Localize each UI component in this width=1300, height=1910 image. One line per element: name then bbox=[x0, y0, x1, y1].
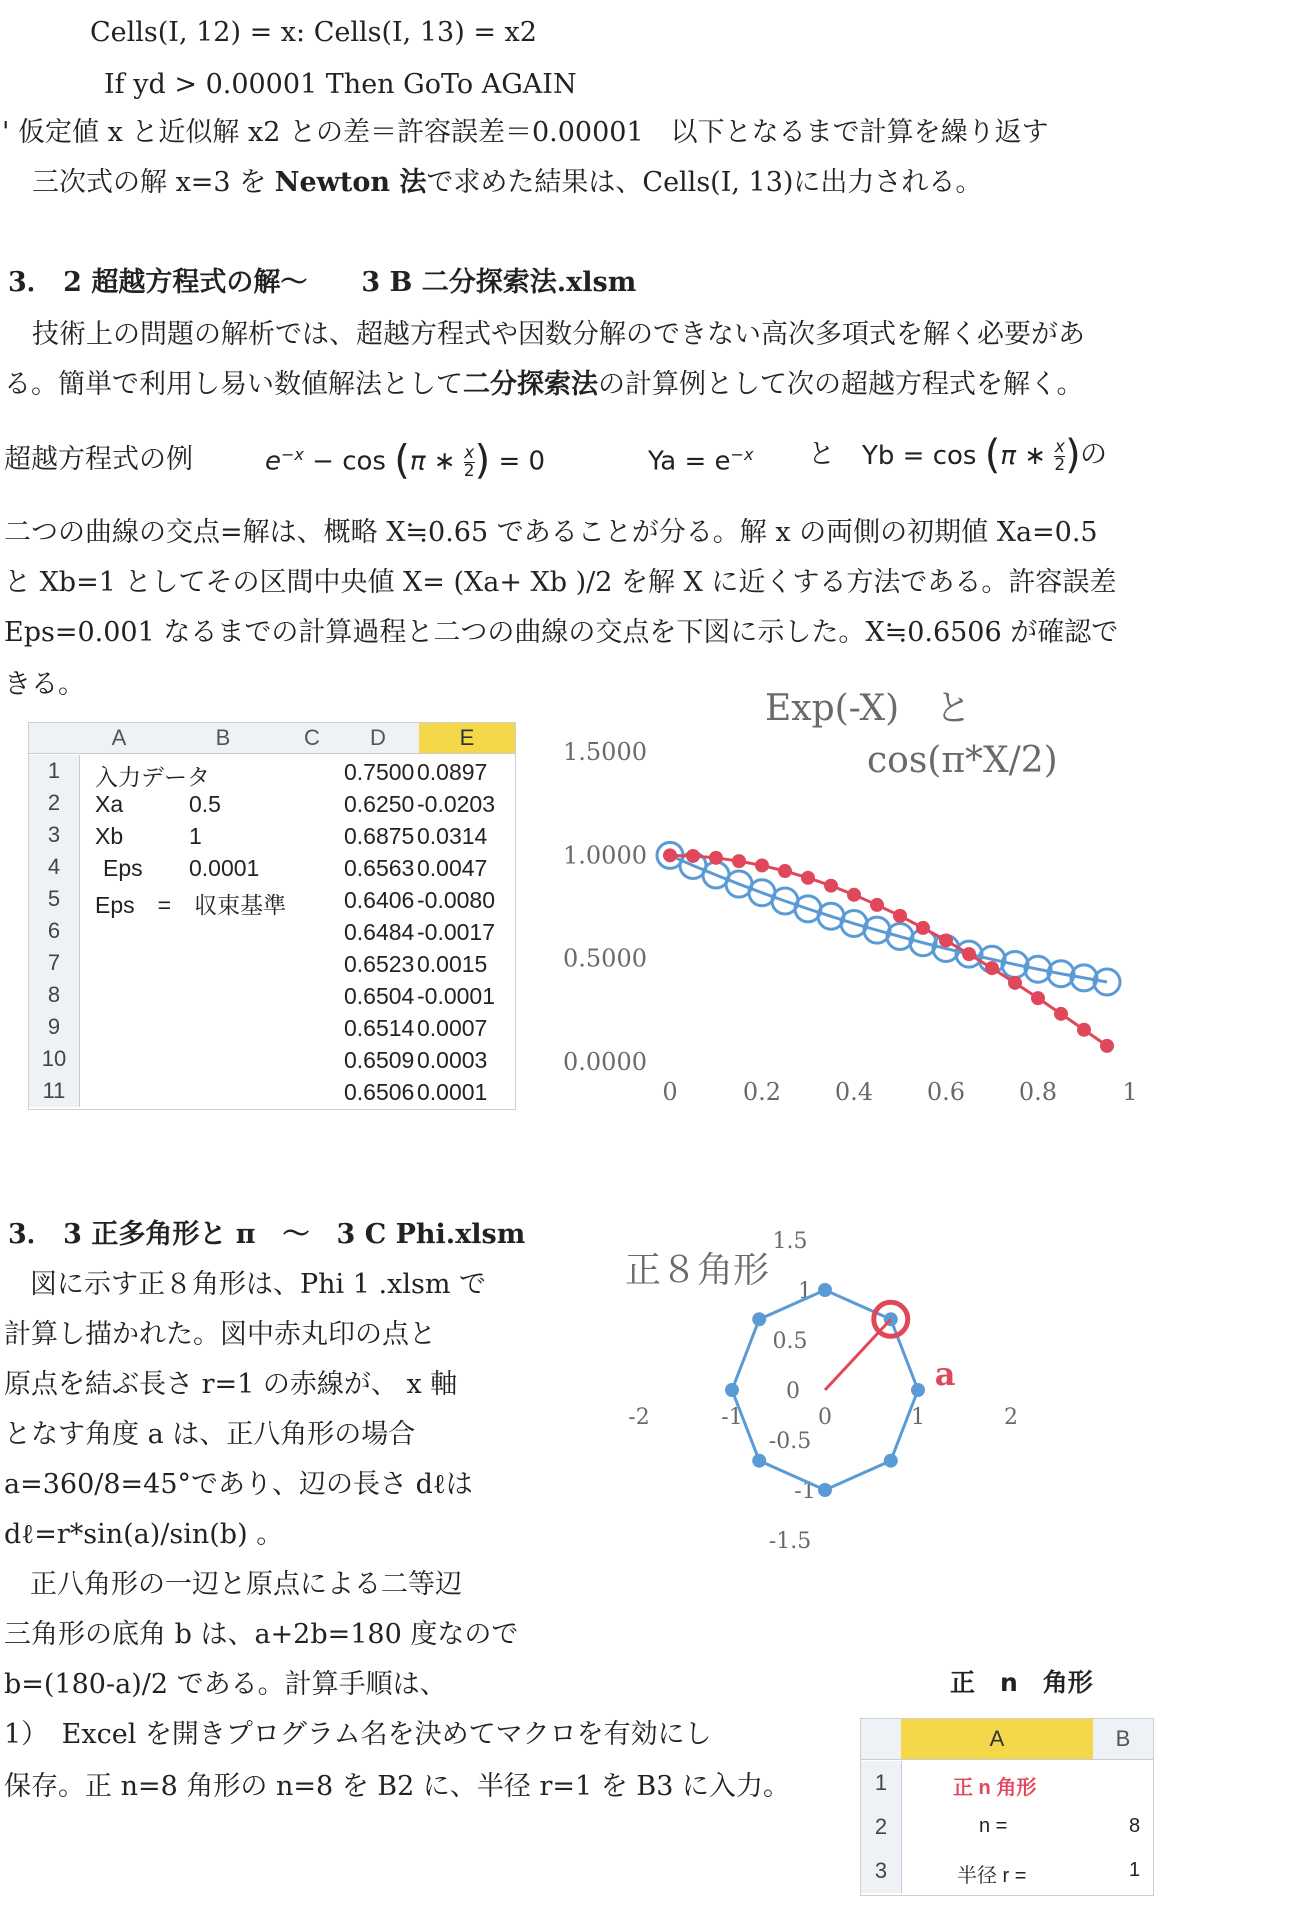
cell-e[interactable]: -0.0017 bbox=[417, 919, 496, 945]
y-tick-label: 0.5 bbox=[772, 1329, 808, 1354]
octagon-chart-title: 正８角形 bbox=[625, 1250, 770, 1291]
cell-e[interactable]: 0.0003 bbox=[417, 1047, 488, 1073]
cell-b[interactable]: 1 bbox=[1129, 1859, 1141, 1881]
cell-d[interactable]: 0.6504 bbox=[344, 983, 415, 1009]
octagon-chart bbox=[615, 1230, 1035, 1560]
section-3-3-line: 計算し描かれた。図中赤丸印の点と bbox=[4, 1319, 436, 1350]
column-header-d[interactable]: D bbox=[337, 723, 419, 754]
comment-line: ' 仮定値 x と近似解 x2 との差＝許容誤差＝0.00001 以下となるまで計算を繰り返す bbox=[2, 117, 1049, 148]
y-tick-label: 1.0000 bbox=[563, 841, 647, 870]
cell-e[interactable]: 0.0047 bbox=[417, 855, 488, 881]
x-tick-label: 1 bbox=[911, 1405, 925, 1430]
eq-yb-text: Yb = cos bbox=[862, 441, 977, 471]
section-3-3-line: 図に示す正８角形は、Phi 1 .xlsm で bbox=[30, 1269, 487, 1300]
equation-main: $e^{-x} - \cos (\pi$ ∗ $\frac{x}{2}$ ) = 0 bbox=[265, 437, 546, 484]
polygon-sheet-title: 正 n 角形 bbox=[950, 1668, 1093, 1697]
data-point bbox=[870, 898, 884, 912]
cell-a[interactable]: Xb bbox=[95, 823, 124, 849]
y-tick-label: 1.5 bbox=[772, 1230, 808, 1254]
column-header-b[interactable]: B bbox=[159, 723, 287, 754]
section-3-2-p5: Eps=0.001 なるまでの計算過程と二つの曲線の交点を下図に示した。X≒0.6506 が確認で bbox=[4, 617, 1119, 648]
data-point bbox=[893, 909, 907, 923]
cell-d[interactable]: 0.7500 bbox=[344, 759, 415, 785]
cell-d[interactable]: 0.6509 bbox=[344, 1047, 415, 1073]
section-3-2-p4: と Xb=1 としてその区間中央値 X= (Xa+ Xb )/2 を解 X に近くする方法である。許容誤差 bbox=[4, 567, 1117, 598]
row-number[interactable]: 8 bbox=[29, 979, 80, 1011]
data-point bbox=[778, 864, 792, 878]
column-header-a[interactable]: A bbox=[79, 723, 159, 754]
cell-a[interactable]: Eps = 収束基準 bbox=[95, 892, 287, 918]
code-line-cells: Cells(I, 12) = x: Cells(I, 13) = x2 bbox=[90, 17, 537, 48]
x-tick-label: -2 bbox=[628, 1405, 650, 1430]
section-3-3-line: a=360/8=45°であり、辺の長さ dℓは bbox=[4, 1469, 473, 1500]
x-tick-label: 0 bbox=[818, 1405, 832, 1430]
octagon-vertex bbox=[911, 1383, 925, 1397]
section-3-2-p6: きる。 bbox=[4, 669, 85, 700]
cell-d[interactable]: 0.6523 bbox=[344, 951, 415, 977]
data-point bbox=[755, 858, 769, 872]
y-tick-label: 0.0000 bbox=[563, 1048, 647, 1076]
section-3-3-line: 三角形の底角 b は、a+2b=180 度なので bbox=[4, 1619, 519, 1650]
equation-and: と bbox=[808, 439, 835, 470]
sheet-corner[interactable] bbox=[29, 723, 79, 754]
y-tick-label: 0 bbox=[786, 1379, 800, 1404]
row-number[interactable]: 11 bbox=[29, 1075, 80, 1107]
section-3-2-p1: 技術上の問題の解析では、超越方程式や因数分解のできない高次多項式を解く必要があ bbox=[32, 319, 1085, 350]
cell-e[interactable]: 0.0015 bbox=[417, 951, 488, 977]
section-3-3-line: 原点を結ぶ長さ r=1 の赤線が、 x 軸 bbox=[4, 1369, 458, 1400]
data-point bbox=[686, 849, 700, 863]
x-tick-label: -1 bbox=[721, 1405, 743, 1430]
row-number[interactable]: 4 bbox=[29, 851, 80, 883]
row-number[interactable]: 1 bbox=[29, 755, 80, 787]
y-tick-label: -0.5 bbox=[768, 1429, 812, 1454]
chart-title: Exp(-X) と bbox=[765, 688, 972, 729]
data-point bbox=[916, 921, 930, 935]
row-number[interactable]: 10 bbox=[29, 1043, 80, 1075]
column-header-c[interactable]: C bbox=[287, 723, 337, 754]
data-point bbox=[801, 871, 815, 885]
cell-e[interactable]: 0.0001 bbox=[417, 1079, 488, 1105]
octagon-vertex bbox=[752, 1454, 766, 1468]
angle-a-label: a bbox=[934, 1355, 956, 1393]
cell-e[interactable]: 0.0314 bbox=[417, 823, 488, 849]
cell-a[interactable]: 入力データ bbox=[95, 764, 210, 790]
p2-text-a: る。簡単で利用し易い数値解法として bbox=[4, 369, 463, 400]
step-2-line: 保存。正 n=8 角形の n=8 を B2 に、半径 r=1 を B3 に入力。 bbox=[4, 1771, 790, 1802]
row-number[interactable]: 7 bbox=[29, 947, 80, 979]
cell-e[interactable]: 0.0897 bbox=[417, 759, 488, 785]
octagon-vertex bbox=[752, 1312, 766, 1326]
cell-e[interactable]: -0.0001 bbox=[417, 983, 496, 1009]
row-number[interactable]: 2 bbox=[29, 787, 80, 819]
section-3-3-line: となす角度 a は、正八角形の場合 bbox=[4, 1419, 416, 1450]
cell-e[interactable]: -0.0203 bbox=[417, 791, 496, 817]
newton-text-a: 三次式の解 x=3 を bbox=[32, 167, 275, 198]
data-point bbox=[1008, 976, 1022, 990]
data-point bbox=[824, 879, 838, 893]
data-point bbox=[847, 888, 861, 902]
code-line-if: If yd > 0.00001 Then GoTo AGAIN bbox=[104, 69, 577, 100]
data-point bbox=[709, 851, 723, 865]
data-point bbox=[1077, 1023, 1091, 1037]
octagon-vertex bbox=[818, 1483, 832, 1497]
data-point bbox=[962, 947, 976, 961]
x-tick-label: 0 bbox=[662, 1078, 678, 1102]
cell-a[interactable]: 正 n 角形 bbox=[953, 1777, 1037, 1799]
octagon-vertex bbox=[818, 1283, 832, 1297]
section-3-3-heading: 3． 3 正多角形と π ～ 3 C Phi.xlsm bbox=[8, 1219, 526, 1250]
eq-ya-text: Ya = e bbox=[648, 446, 731, 477]
cell-e[interactable]: -0.0080 bbox=[417, 887, 496, 913]
data-point bbox=[939, 933, 953, 947]
cell-b[interactable]: 0.5 bbox=[189, 791, 221, 817]
cell-d[interactable]: 0.6406 bbox=[344, 887, 415, 913]
cell-b[interactable]: 1 bbox=[189, 823, 202, 849]
data-point bbox=[1031, 991, 1045, 1005]
row-number[interactable]: 3 bbox=[29, 819, 80, 851]
x-tick-label: 0.2 bbox=[742, 1078, 782, 1102]
data-point bbox=[663, 848, 677, 862]
cell-d[interactable]: 0.6563 bbox=[344, 855, 415, 881]
cell-a[interactable]: Eps bbox=[103, 855, 143, 881]
column-header-a[interactable]: A bbox=[901, 1719, 1093, 1760]
cell-d[interactable]: 0.6875 bbox=[344, 823, 415, 849]
x-tick-label: 1 bbox=[1122, 1078, 1138, 1102]
section-3-2-p3: 二つの曲線の交点=解は、概略 X≒0.65 であることが分る。解 x の両側の初期値 Xa=0.5 bbox=[4, 517, 1098, 548]
bisection-spreadsheet bbox=[28, 722, 516, 1110]
y-tick-label: 1 bbox=[798, 1279, 812, 1304]
octagon-vertex bbox=[884, 1454, 898, 1468]
section-3-3-line: b=(180-a)/2 である。計算手順は、 bbox=[4, 1669, 447, 1700]
y-tick-label: -1 bbox=[794, 1479, 816, 1504]
x-tick-label: 0.4 bbox=[834, 1078, 874, 1102]
row-number[interactable]: 1 bbox=[861, 1761, 902, 1805]
row-number[interactable]: 9 bbox=[29, 1011, 80, 1043]
column-header-e[interactable]: E bbox=[419, 723, 515, 754]
polygon-spreadsheet bbox=[860, 1718, 1154, 1896]
column-header-b[interactable]: B bbox=[1093, 1719, 1153, 1760]
x-tick-label: 0.8 bbox=[1018, 1078, 1058, 1102]
newton-text-b: Newton 法 bbox=[274, 167, 427, 198]
data-point bbox=[985, 961, 999, 975]
cell-d[interactable]: 0.6484 bbox=[344, 919, 415, 945]
row-number[interactable]: 3 bbox=[861, 1849, 902, 1893]
cell-b[interactable]: 0.0001 bbox=[189, 855, 260, 881]
octagon-vertex bbox=[725, 1383, 739, 1397]
newton-result-line bbox=[32, 166, 982, 200]
newton-text-c: で求めた結果は、Cells(I, 13)に出力される。 bbox=[426, 167, 983, 198]
radius-line bbox=[825, 1319, 891, 1390]
sheet-corner[interactable] bbox=[861, 1719, 901, 1760]
cell-a[interactable]: 半径 r = bbox=[957, 1865, 1027, 1887]
equation-label: 超越方程式の例 bbox=[4, 444, 193, 475]
y-tick-label: 0.5000 bbox=[563, 944, 647, 973]
section-3-3-line: 正八角形の一辺と原点による二等辺 bbox=[30, 1569, 462, 1600]
x-tick-label: 2 bbox=[1004, 1405, 1018, 1430]
row-number[interactable]: 2 bbox=[861, 1805, 902, 1849]
cell-d[interactable]: 0.6514 bbox=[344, 1015, 415, 1041]
data-point bbox=[732, 854, 746, 868]
data-point bbox=[1094, 969, 1120, 995]
cell-a[interactable]: Xa bbox=[95, 791, 124, 817]
chart-subtitle: cos(π*X/2) bbox=[867, 740, 1058, 781]
section-3-2-p2 bbox=[4, 368, 1083, 402]
exp-cos-chart bbox=[555, 672, 1185, 1102]
cell-a[interactable]: n = bbox=[979, 1815, 1008, 1837]
section-3-2-heading: 3． 2 超越方程式の解～ 3 B 二分探索法.xlsm bbox=[8, 267, 637, 298]
cell-d[interactable]: 0.6506 bbox=[344, 1079, 415, 1105]
p2-text-b: 二分探索法 bbox=[463, 369, 598, 400]
data-point bbox=[1100, 1039, 1114, 1053]
section-3-3-line: dℓ=r*sin(a)/sin(b) 。 bbox=[4, 1519, 284, 1550]
y-tick-label: -1.5 bbox=[768, 1529, 812, 1554]
equation-yb: Yb = cos (π ∗ $\frac{x}{2}$ ) bbox=[862, 432, 1081, 478]
data-point bbox=[1054, 1007, 1068, 1021]
row-number[interactable]: 6 bbox=[29, 915, 80, 947]
series-line bbox=[670, 855, 1107, 982]
row-number[interactable]: 5 bbox=[29, 883, 80, 915]
y-tick-label: 1.5000 bbox=[563, 738, 647, 766]
cell-e[interactable]: 0.0007 bbox=[417, 1015, 488, 1041]
equation-ya: $Ya = e^{-x}$ bbox=[648, 445, 754, 477]
cell-d[interactable]: 0.6250 bbox=[344, 791, 415, 817]
equation-no: の bbox=[1080, 439, 1107, 470]
p2-text-c: の計算例として次の超越方程式を解く。 bbox=[598, 369, 1084, 400]
cell-b[interactable]: 8 bbox=[1129, 1815, 1141, 1837]
step-1-line: 1） Excel を開きプログラム名を決めてマクロを有効にし bbox=[4, 1719, 712, 1750]
x-tick-label: 0.6 bbox=[926, 1078, 966, 1102]
